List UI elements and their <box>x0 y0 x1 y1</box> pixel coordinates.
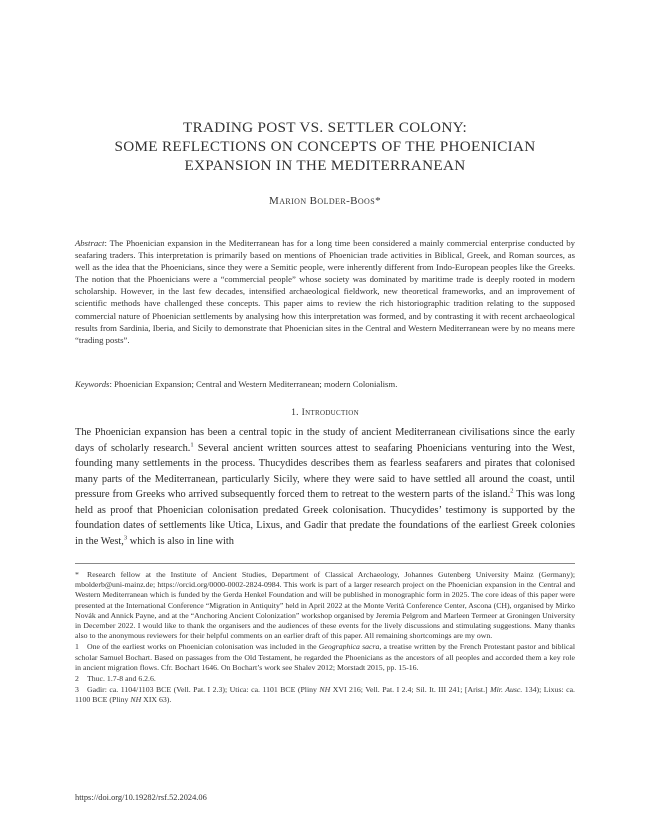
body-text-2: Several ancient written sources attest to seafaring Phoenicians venturing into the West, founding many settlements in the process. Thucydides describes them as fearless seafarers and pirates that colonised many parts of the Mediterranean, particularly Sicily, where they were said to have settled all around the coast, until pressure from Greeks who arrived subsequently forced them to retreat to the western parts of the island. <box>75 442 575 500</box>
keywords-label: Keywords <box>75 379 110 389</box>
footnote-ref-3[interactable]: 3 <box>123 534 128 542</box>
footnote-3-d: XIX 63). <box>141 695 172 705</box>
footnote-star <box>75 570 575 641</box>
footnote-3-a: Gadir: ca. 1104/1103 BCE (Vell. Pat. I 2.3); Utica: ca. 1101 BCE (Pliny <box>87 685 320 695</box>
footnote-3-mir: Mir. Ausc. <box>490 685 523 695</box>
author-name: Marion Bolder-Boos* <box>269 195 381 207</box>
article-title <box>60 118 590 175</box>
abstract-text: : The Phoenician expansion in the Mediterranean has for a long time been considered a mainly commercial enterprise conducted by seafaring traders. This interpretation is primarily based on mentions of Phoenician trade activities in Biblical, Greek, and Roman sources, as well as the idea that the Phoenicians, since they were a Semitic people, were inherently different from Indo-European peoples like the Greeks. The notion that the Phoenicians were a “commercial people” whose society was dominated by maritime trade is deeply rooted in modern scholarship. However, in the last few decades, intensified archaeological fieldwork, new theoretical frameworks, and an improvement of scientific methods have challenged these concepts. This paper aims to review the rich historiographic tradition relating to the supposed commercial nature of Phoenician settlements by analysing how this interpretation was formed, and by contrasting it with recent archaeological results from Sardinia, Iberia, and Sicily to demonstrate that Phoenician sites in the Central and Western Mediterranean were by no means mere “trading posts”. <box>75 238 575 345</box>
footnote-3-nh-1: NH <box>319 685 331 695</box>
footnote-3 <box>75 685 575 705</box>
doi-link[interactable]: https://doi.org/10.19282/rsf.52.2024.06 <box>75 793 207 802</box>
footnote-3-mark: 3 <box>75 685 79 695</box>
footnote-ref-1[interactable]: 1 <box>190 441 194 449</box>
footnotes <box>75 570 575 707</box>
footnote-ref-2[interactable]: 2 <box>510 487 514 495</box>
title-line-2: SOME REFLECTIONS ON CONCEPTS OF THE PHOENICIAN <box>114 138 536 155</box>
title-line-3: EXPANSION IN THE MEDITERRANEAN <box>184 157 466 174</box>
title-line-1: TRADING POST VS. SETTLER COLONY: <box>183 119 467 136</box>
footnote-2 <box>75 674 575 684</box>
body-text-4: which is also in line with <box>127 535 234 547</box>
footnote-1-post: , a treatise written by the French Protestant pastor and biblical scholar Samuel Bochart. Based on passages from the Old Testament, he regarded the Phoenicians as the ancestors of all peoples and accorded them a key role in ancient migration flows. Cfr. Bochart 1646. On Bochart’s work see Shalev 2012; Morstadt 2015, pp. 15-16. <box>75 642 575 672</box>
footnote-1 <box>75 642 575 673</box>
abstract <box>75 237 575 346</box>
footnote-3-nh-2: NH <box>130 695 142 705</box>
footnote-2-mark: 2 <box>75 674 79 684</box>
section-heading: 1. Introduction <box>291 407 359 418</box>
footnote-3-b: XVI 216; Vell. Pat. I 2.4; Sil. It. III 241; [Arist.] <box>330 685 491 695</box>
footnote-star-mark: * <box>75 570 79 579</box>
abstract-label: Abstract <box>75 238 105 248</box>
body-text-3: This was long held as proof that Phoenician colonisation predated Greek colonisation. Thucydides’ testimony is supported by the foundation dates of settlements like Utica, Lixus, and Gadir that predate the foundations of the earliest Greek colonies in the West, <box>75 489 575 547</box>
footnote-star-text: Research fellow at the Institute of Ancient Studies, Department of Classical Archaeology, Johannes Gutenberg University Mainz (Germany); mbolderb@uni-mainz.de; https://orcid.org/0000-0002-2824-0984. This work is part of a larger research project on the Phoenician expansion in the Central and Western Mediterranean which is funded by the Gerda Henkel Foundation and will be published in monographic form in 2025. The core ideas of this paper were presented at the International Conference “Migration in Antiquity” held in April 2022 at the Monte Verità Conference Center, Ascona (CH), organised by Mirko Novák and Annick Payne, and at the “Anchoring Ancient Colonization” workshop organised by Jeremia Pelgrom and Marleen Termeer at Groningen University in December 2022. I would like to thank the organisers and the audiences of these events for the lively discussions and stimulating suggestions. Many thanks also to the anonymous reviewers for their helpful comments on an earlier draft of this paper. All remaining shortcomings are my own. <box>75 570 575 641</box>
footnote-1-italic: Geographica sacra <box>318 642 380 652</box>
keywords-text: : Phoenician Expansion; Central and Western Mediterranean; modern Colonialism. <box>109 379 398 389</box>
footnote-1-mark: 1 <box>75 642 79 652</box>
footnote-3-c: 134); Lixus: ca. 1100 BCE (Pliny <box>75 685 575 705</box>
footnote-1-pre: One of the earliest works on Phoenician colonisation was included in the <box>87 642 319 652</box>
keywords <box>75 378 575 390</box>
footnote-2-text: Thuc. 1.7-8 and 6.2.6. <box>87 674 156 684</box>
body-paragraph <box>75 425 575 549</box>
body-text-1: The Phoenician expansion has been a central topic in the study of ancient Mediterranean civilisations since the early days of scholarly research. <box>75 427 575 454</box>
footnote-divider <box>75 563 575 564</box>
